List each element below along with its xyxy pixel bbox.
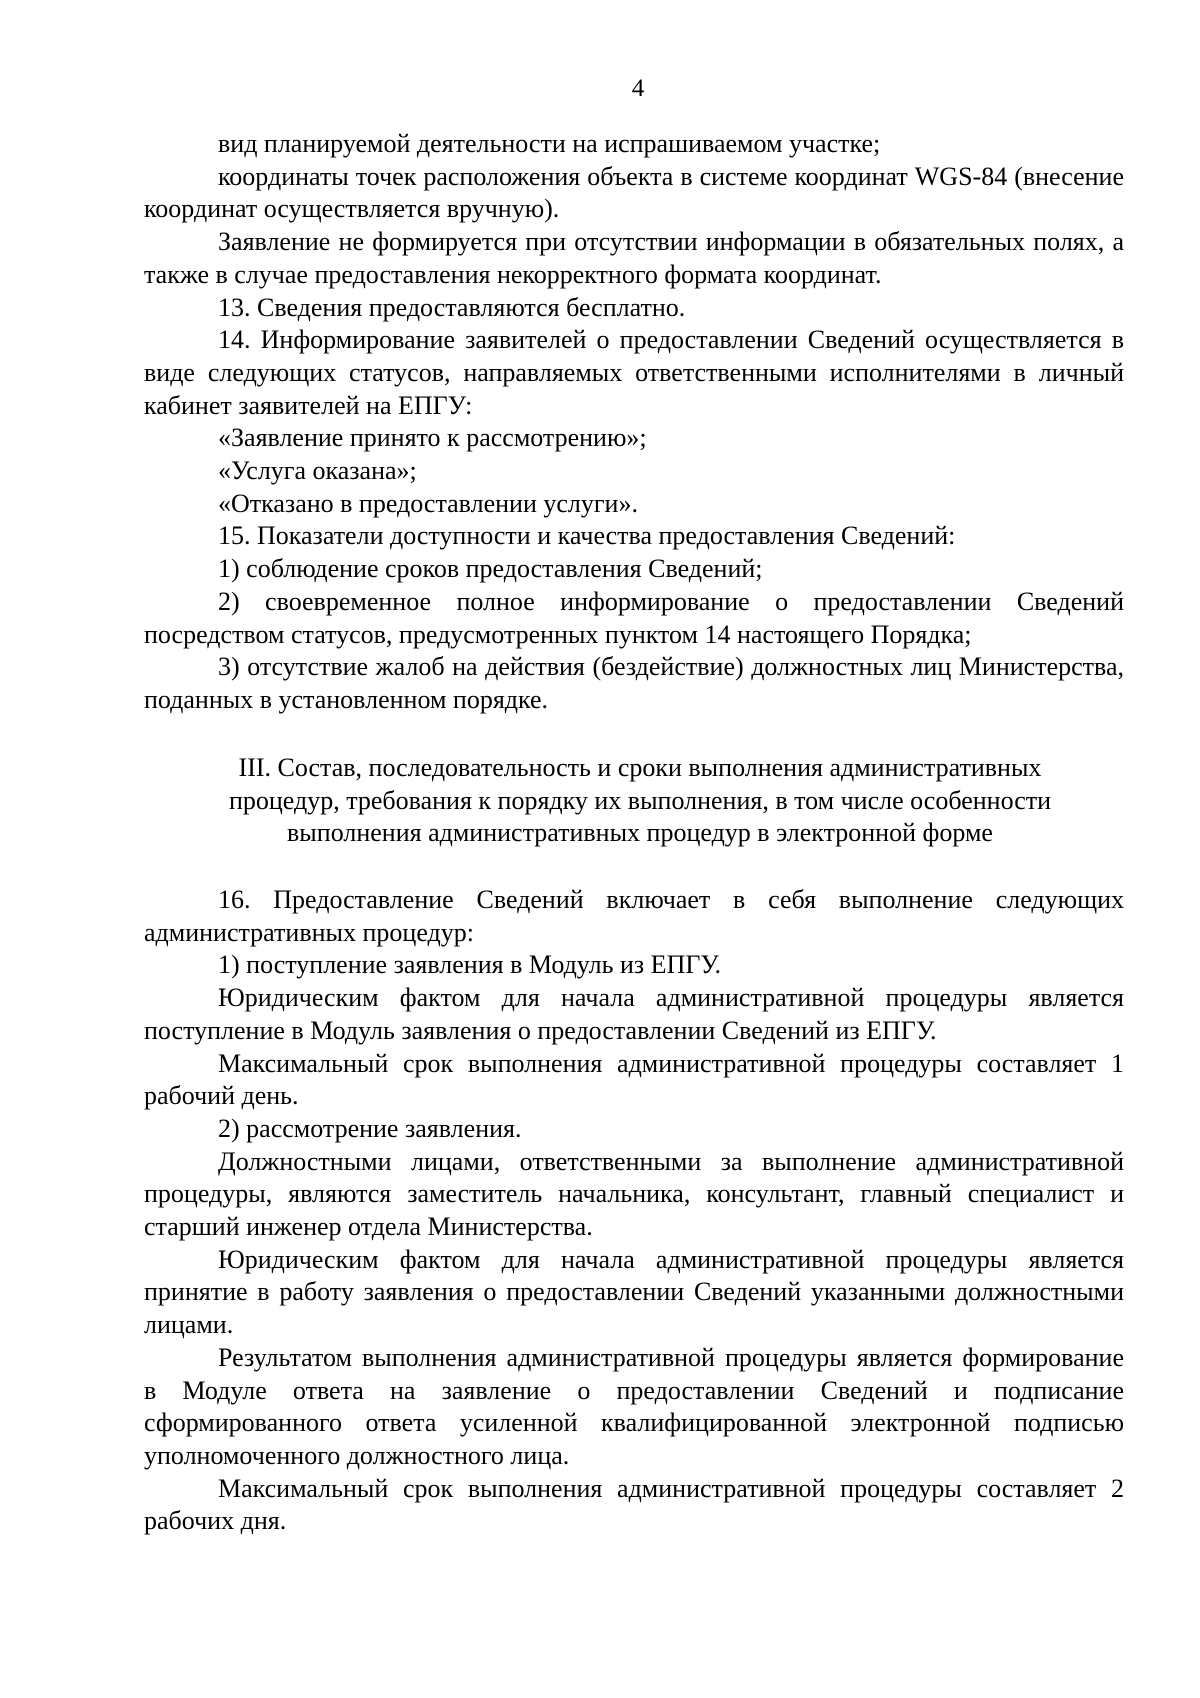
paragraph-item-14: 14. Информирование заявителей о предоставлении Сведений осуществляется в виде следующих статусов, направляемых ответственными исполнителями в личный кабинет заявителей на ЕПГУ: (144, 325, 1124, 420)
paragraph-legal-fact-2: Юридическим фактом для начала административной процедуры является принятие в работу заявления о предоставлении Сведений указанными должностными лицами. (144, 1244, 1124, 1340)
section-heading-line-1: III. Состав, последовательность и сроки выполнения административных (238, 753, 1042, 782)
paragraph-item-16: 16. Предоставление Сведений включает в себя выполнение следующих административных процедур: (144, 885, 1124, 947)
paragraph-item-15-3: 3) отсутствие жалоб на действия (бездействие) должностных лиц Министерства, поданных в установленном порядке. (144, 652, 1124, 714)
paragraph-coordinates: координаты точек расположения объекта в системе координат WGS-84 (внесение координат осуществляется вручную). (144, 161, 1124, 224)
paragraph-item-13: 13. Сведения предоставляются бесплатно. (218, 292, 686, 322)
paragraph-item-15-1: 1) соблюдение сроков предоставления Сведений; (218, 554, 763, 584)
paragraph-item-16-2: 2) рассмотрение заявления. (218, 1113, 522, 1143)
paragraph-status-refused: «Отказано в предоставлении услуги». (218, 488, 638, 518)
page-number: 4 (631, 75, 645, 102)
section-heading-iii (160, 752, 1120, 850)
paragraph-item-16-1: 1) поступление заявления в Модуль из ЕПГУ. (218, 950, 722, 980)
body-text-top (144, 128, 1124, 717)
paragraph-not-formed: Заявление не формируется при отсутствии информации в обязательных полях, а также в случае предоставления некорректного формата координат. (144, 227, 1124, 289)
body-text-bottom (144, 884, 1124, 1538)
paragraph-item-15: 15. Показатели доступности и качества предоставления Сведений: (218, 521, 956, 551)
section-heading-line-3: выполнения административных процедур в электронной форме (287, 818, 993, 848)
section-heading-line-2: процедур, требования к порядку их выполнения, в том числе особенности (228, 785, 1052, 815)
paragraph-status-provided: «Услуга оказана»; (218, 456, 417, 486)
paragraph-responsible-officials: Должностными лицами, ответственными за выполнение административной процедуры, являются заместитель начальника, консультант, главный специалист и старший инженер отдела Министерства. (144, 1146, 1124, 1242)
paragraph-status-accepted: «Заявление принято к рассмотрению»; (218, 423, 647, 453)
paragraph-item-15-2: 2) своевременное полное информирование о предоставлении Сведений посредством статусов, предусмотренных пунктом 14 настоящего Порядка; (144, 586, 1124, 649)
paragraph-max-term-1: Максимальный срок выполнения административной процедуры составляет 1 рабочий день. (144, 1048, 1124, 1111)
paragraph-max-term-2: Максимальный срок выполнения административной процедуры составляет 2 рабочих дня. (144, 1473, 1124, 1536)
paragraph-legal-fact-1: Юридическим фактом для начала административной процедуры является поступление в Модуль заявления о предоставлении Сведений из ЕПГУ. (144, 983, 1124, 1045)
paragraph-result: Результатом выполнения административной процедуры является формирование в Модуле ответа на заявление о предоставлении Сведений и подписание сформированного ответа усиленной квалифицированной электронной подписью уполномоченного должностного лица. (144, 1342, 1124, 1470)
paragraph-activity-type: вид планируемой деятельности на испрашиваемом участке; (218, 129, 881, 158)
